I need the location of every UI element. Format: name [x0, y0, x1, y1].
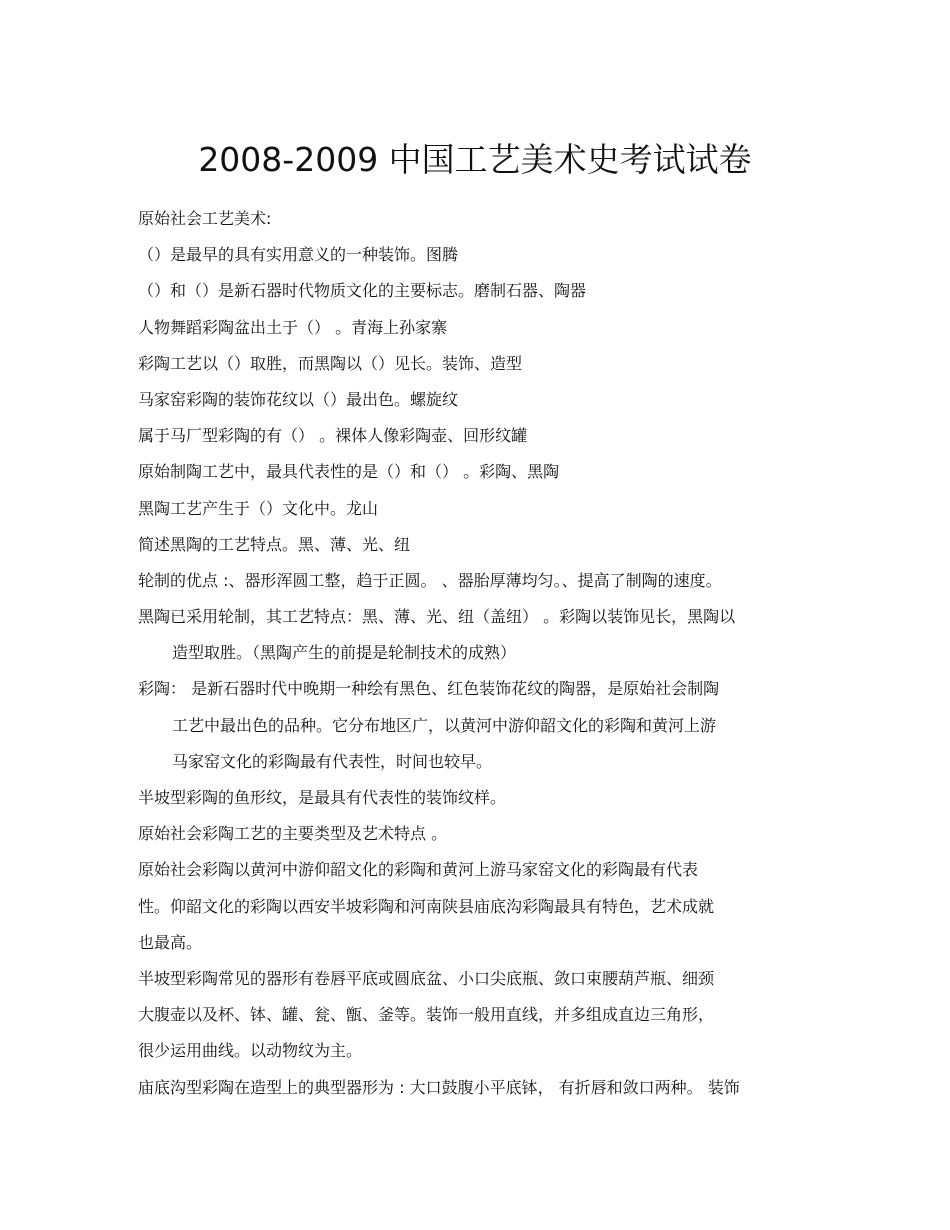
paragraph-line: 黑陶已采用轮制，其工艺特点：黑、薄、光、纽（盖纽） 。彩陶以装饰见长，黑陶以	[138, 607, 736, 627]
paragraph-line: 造型取胜。（黑陶产生的前提是轮制技术的成熟）	[172, 643, 517, 663]
paragraph-line: 半坡型彩陶的鱼形纹，是最具有代表性的装饰纹样。	[138, 788, 507, 807]
paragraph-line: 轮制的优点 :、器形浑圆工整，趋于正圆。 、器胎厚薄均匀。、提高了制陶的速度。	[138, 570, 722, 590]
paragraph-line: 马家窑彩陶的装饰花纹以（）最出色。螺旋纹	[138, 389, 459, 409]
paragraph-line: 马家窑文化的彩陶最有代表性，时间也较早。	[172, 751, 493, 771]
paragraph-line: 庙底沟型彩陶在造型上的典型器形为 : 大口鼓腹小平底钵， 有折唇和敛口两种。 装饰	[138, 1077, 740, 1097]
paragraph-line: （）是最早的具有实用意义的一种装饰。图腾	[138, 245, 459, 265]
paragraph-line: （）和（）是新石器时代物质文化的主要标志。磨制石器、陶器	[138, 281, 587, 301]
paragraph-line: 也最高。	[138, 932, 203, 952]
paragraph-line: 原始社会彩陶以黄河中游仰韶文化的彩陶和黄河上游马家窑文化的彩陶最有代表	[138, 860, 699, 880]
paragraph-line: 工艺中最出色的品种。它分布地区广，以黄河中游仰韶文化的彩陶和黄河上游	[172, 715, 717, 735]
paragraph-line: 黑陶工艺产生于（）文化中。龙山	[138, 498, 379, 518]
document-title: 2008-2009 中国工艺美术史考试试卷	[198, 140, 752, 179]
paragraph-line: 原始社会工艺美术:	[138, 209, 272, 228]
paragraph-line: 人物舞蹈彩陶盆出土于（） 。青海上孙家寨	[138, 317, 448, 337]
paragraph-line: 原始社会彩陶工艺的主要类型及艺术特点 。	[138, 824, 448, 844]
paragraph-line: 很少运用曲线。以动物纹为主。	[138, 1041, 363, 1061]
paragraph-line: 原始制陶工艺中，最具代表性的是（）和（） 。彩陶、黑陶	[138, 462, 560, 482]
paragraph-line: 大腹壶以及杯、钵、罐、瓮、甑、釜等。装饰一般用直线，并多组成直边三角形，	[138, 1005, 715, 1025]
paragraph-line: 彩陶： 是新石器时代中晚期一种绘有黑色、红色装饰花纹的陶器，是原始社会制陶	[138, 679, 720, 699]
paragraph-line: 简述黑陶的工艺特点。黑、薄、光、纽	[138, 534, 411, 554]
paragraph-line: 彩陶工艺以（）取胜，而黑陶以（）见长。装饰、造型	[138, 353, 523, 373]
paragraph-line: 半坡型彩陶常见的器形有卷唇平底或圆底盆、小口尖底瓶、敛口束腰葫芦瓶、细颈	[138, 968, 715, 988]
document-body	[138, 204, 828, 1109]
paragraph-line: 性。仰韶文化的彩陶以西安半坡彩陶和河南陕县庙底沟彩陶最具有特色，艺术成就	[138, 896, 715, 916]
paragraph-line: 属于马厂型彩陶的有（） 。裸体人像彩陶壶、回形纹罐	[138, 426, 528, 446]
